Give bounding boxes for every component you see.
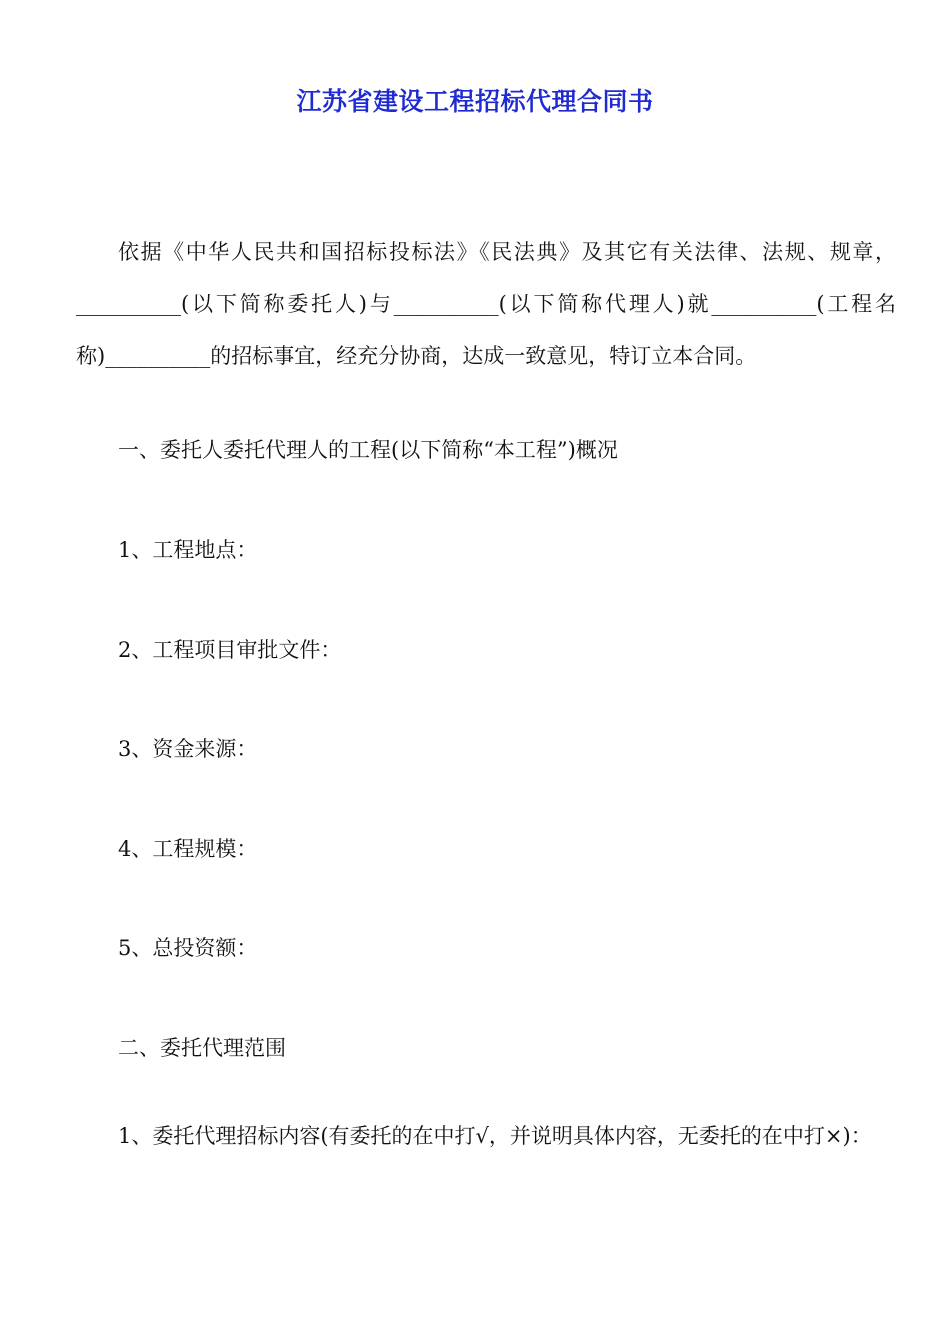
section-1-item-scale: 4、工程规模： bbox=[118, 837, 258, 861]
section-1-item-investment: 5、总投资额： bbox=[118, 936, 258, 960]
intro-paragraph: 依据《中华人民共和国招标投标法》《民法典》及其它有关法律、法规、规章，__________(以下简称委托人)与__________(以下简称代理人)就__________(工程名称)__________的招标事宜，经充分协商，达成一致意见，特订立本合同。 bbox=[76, 240, 896, 368]
section-2-heading: 二、委托代理范围 bbox=[118, 1036, 286, 1060]
document-title: 江苏省建设工程招标代理合同书 bbox=[296, 87, 654, 116]
section-1-item-location: 1、工程地点： bbox=[118, 538, 258, 562]
section-2-item-1: 1、委托代理招标内容(有委托的在中打√，并说明具体内容，无委托的在中打×)： bbox=[118, 1124, 872, 1148]
section-1-item-funding: 3、资金来源： bbox=[118, 737, 258, 761]
section-1-heading: 一、委托人委托代理人的工程(以下简称“本工程”)概况 bbox=[118, 438, 618, 462]
section-1-item-approval: 2、工程项目审批文件： bbox=[118, 638, 342, 662]
